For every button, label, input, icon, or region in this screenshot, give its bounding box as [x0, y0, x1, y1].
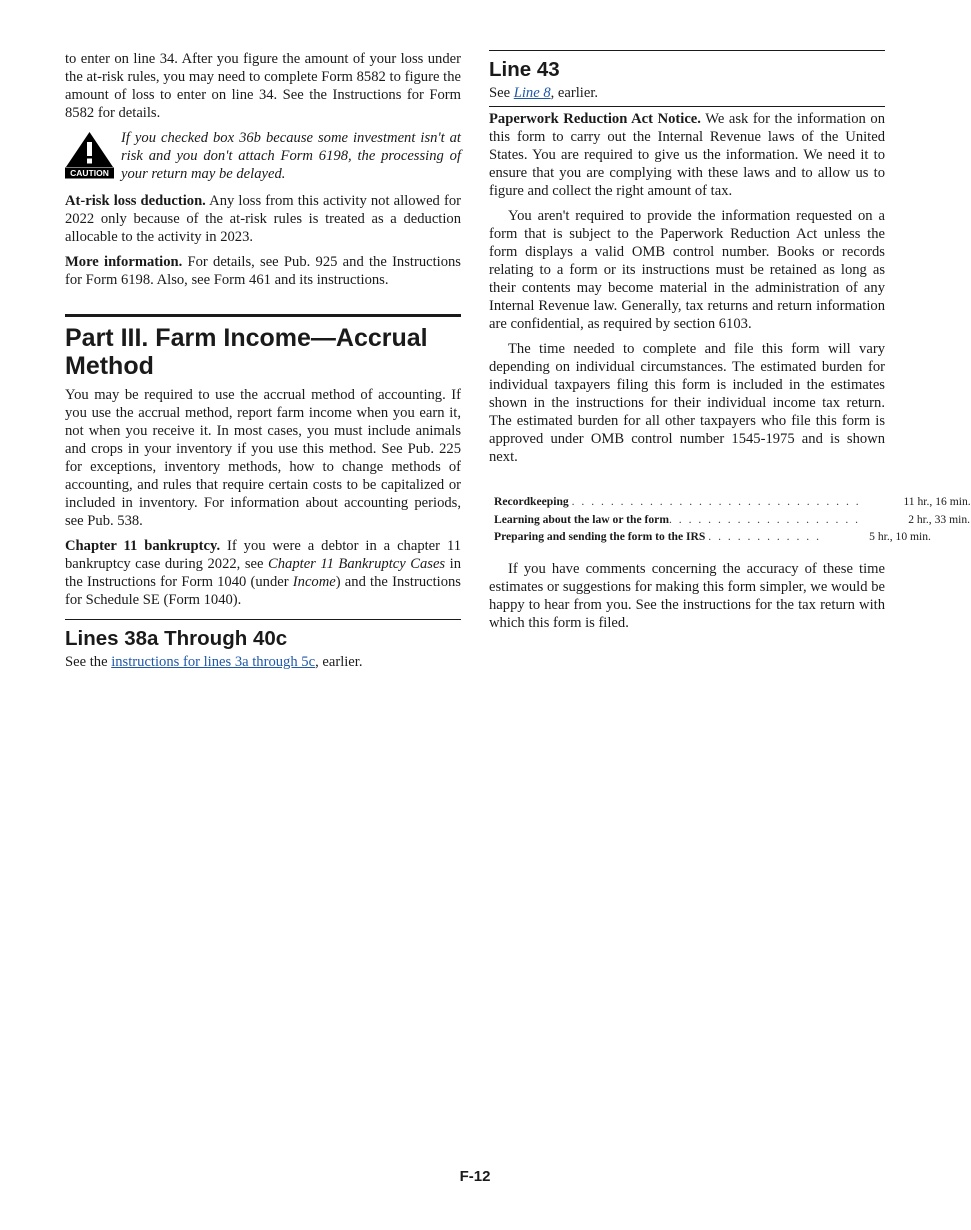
burden-label: Learning about the law or the form: [494, 512, 669, 526]
time-paragraph: The time needed to complete and file this form will vary depending on individual circumstances. The estimated burden for individual taxpayers filing this form is included in the estimates shown in the instructions for their individual income tax return. The estimated burden for all other taxpayers who file this form is approved under OMB control number 1545-1975 and is shown next.: [489, 341, 885, 465]
burden-value: 11 hr., 16 min.: [903, 495, 971, 508]
pra-title: Paperwork Reduction Act Notice.: [489, 111, 701, 127]
caution-text: If you checked box 36b because some investment isn't at risk and you don't attach Form 6198, the processing of your return may be delayed.: [121, 130, 461, 182]
caution-icon-label: CAUTION: [70, 168, 109, 178]
burden-row: Learning about the law or the form. . . . . . . . . . . . . . . . . . . . 2 hr., 33 min.: [494, 511, 880, 529]
more-info-title: More information.: [65, 254, 183, 270]
line43-rule: [489, 50, 885, 82]
lines3a-5c-link[interactable]: instructions for lines 3a through 5c: [111, 654, 316, 670]
line43-heading: Line 43: [489, 58, 560, 81]
left-column: [65, 50, 461, 678]
line43-paragraph: See Line 8, earlier.: [489, 85, 599, 101]
pra-text: We ask for the information on this form to carry out the Internal Revenue laws of the United States. You are required to give us the information. We need it to ensure that you are complying with these laws and to allow us to figure and collect the right amount of tax.: [489, 111, 885, 199]
at-risk-paragraph: [65, 192, 461, 246]
omb-paragraph: You aren't required to provide the information requested on a form that is subject to the Paperwork Reduction Act unless the form displays a valid OMB control number. Books or records relating to a form or its instructions must be retained as long as their contents may become material in the administration of any Internal Revenue law. Generally, tax returns and return information are confidential, as required by section 6103.: [489, 208, 885, 332]
burden-value: 5 hr., 10 min.: [869, 530, 931, 543]
pra-rule: [489, 106, 885, 200]
part3-heading: Part III. Farm Income—Accrual Method: [65, 324, 428, 380]
comments-paragraph: If you have comments concerning the accuracy of these time estimates or suggestions for making this form simpler, we would be happy to hear from you. See the instructions for the tax return with which this form is filed.: [489, 560, 885, 631]
intro-paragraph: to enter on line 34. After you figure the amount of your loss under the at-risk rules, you may need to complete Form 8582 to figure the amount of loss to enter on line 34. See the Instructions for Form 8582 for details.: [65, 51, 461, 121]
pra-paragraph: [489, 110, 885, 200]
page-number: F-12: [459, 1168, 491, 1185]
caution-box: [65, 129, 461, 183]
part3-paragraph: You may be required to use the accrual method of accounting. If you use the accrual method, report farm income when you earn it, not when you receive it. In most cases, you must include animals and crops in your inventory if you use this method. See Pub. 225 for exceptions, inventory methods, how to change methods of accounting, and rules that require certain costs to be capitalized or included in inventory. For information about accounting periods, see Pub. 538.: [65, 387, 461, 529]
chapter11-title: Chapter 11 bankruptcy.: [65, 538, 221, 554]
burden-label: Recordkeeping: [494, 495, 569, 508]
burden-row: Recordkeeping . . . . . . . . . . . . . . . . . . . . . . . . . . . . . . 11 hr., 16 min.: [494, 493, 880, 511]
burden-label: Preparing and sending the form to the IRS: [494, 530, 706, 543]
right-column: [489, 50, 971, 639]
chapter11-paragraph: Chapter 11 bankruptcy. If you were a debtor in a chapter 11 bankruptcy case during 2022, see Chapter 11 Bankruptcy Cases in the Instructions for Form 1040 (under Income) and the Instructions for Schedule SE (Form 1040).: [65, 538, 461, 608]
more-info-text: For details, see Pub. 925 and the Instructions for Form 6198. Also, see Form 461 and its instructions.: [65, 254, 461, 288]
lines38-rule: [65, 619, 461, 651]
burden-value: 2 hr., 33 min.: [908, 512, 971, 526]
line8-link[interactable]: Line 8: [513, 85, 551, 101]
caution-icon: [65, 131, 114, 179]
part3-rule: [65, 314, 461, 380]
at-risk-title: At-risk loss deduction.: [65, 193, 206, 209]
at-risk-text: Any loss from this activity not allowed for 2022 only because of the at-risk rules is treated as a deduction allocable to the activity in 2023.: [65, 193, 462, 245]
lines38-heading: Lines 38a Through 40c: [65, 627, 288, 650]
more-info-paragraph: [65, 253, 461, 289]
burden-row: Preparing and sending the form to the IRS . . . . . . . . . . . . 5 hr., 10 min.: [494, 528, 880, 546]
burden-table: [494, 493, 971, 546]
lines38-paragraph: See the instructions for lines 3a through 5c, earlier.: [65, 654, 363, 670]
